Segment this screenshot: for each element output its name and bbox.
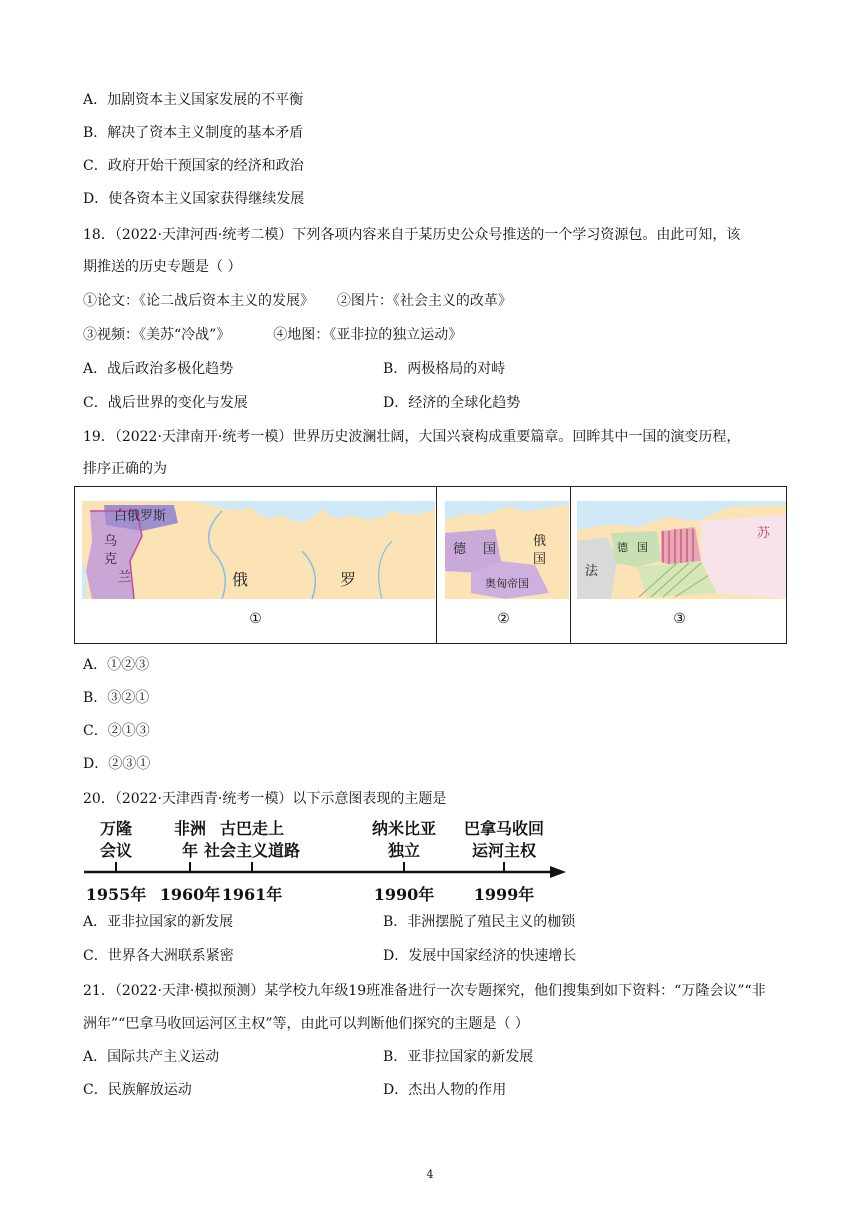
q19-map-cell-2	[437, 487, 571, 643]
timeline-year: 1960年	[159, 885, 221, 904]
q18-option-a: A．战后政治多极化趋势	[83, 361, 234, 377]
q18-options-row1	[83, 359, 506, 379]
q19-map-1-caption: ①	[249, 611, 262, 627]
q20-options-row2	[83, 946, 577, 966]
q19-option-c: C．②①③	[83, 723, 150, 739]
q20-option-b: B．非洲摆脱了殖民主义的枷锁	[383, 914, 576, 930]
timeline-event	[372, 819, 436, 904]
timeline-event-label-1: 巴拿马收回	[463, 819, 545, 838]
q19-map-2-label-4: 国	[483, 542, 497, 557]
q19-stem-line1: 19．（2022·天津南开·统考一模）世界历史波澜壮阔，大国兴衰构成重要篇章。回眸其中一国的演变历程，	[83, 429, 741, 445]
q19-map-3-label-4: 国	[637, 541, 648, 554]
q19-map-1-label-1: 白俄罗斯	[114, 509, 167, 524]
q19-map-2-label-1: 俄	[533, 534, 547, 549]
q18-items-row1	[83, 291, 512, 311]
timeline-year: 1999年	[473, 885, 535, 904]
q19-map-2-label-3: 德	[453, 542, 467, 557]
q21-option-a: A．国际共产主义运动	[83, 1049, 220, 1065]
q18-item-3: ③视频：《美苏“冷战”》	[83, 327, 231, 343]
q19-map-3-label-3: 德	[617, 541, 628, 554]
q18-option-d: D．经济的全球化趋势	[383, 395, 521, 411]
q19-map-2	[445, 501, 569, 599]
q18-option-c: C．战后世界的变化与发展	[83, 395, 248, 411]
q19-map-1-label-5: 俄	[232, 570, 249, 589]
q19-map-1-label-3: 克	[104, 552, 118, 567]
timeline-year: 1990年	[373, 885, 435, 904]
q18-item-4: ④地图：《亚非拉的独立运动》	[273, 327, 463, 343]
timeline-event	[86, 819, 147, 904]
q17-option-d: D．使各资本主义国家获得继续发展	[83, 191, 305, 207]
timeline-event-label-1: 非洲	[173, 819, 207, 838]
q19-map-2-label-5: 奥匈帝国	[485, 577, 529, 590]
q19-map-table	[74, 486, 787, 644]
q21-stem-line1: 21．（2022·天津·模拟预测）某学校九年级19班准备进行一次专题探究，他们搜集到如下资料：“万隆会议”“非	[83, 983, 766, 999]
timeline-event-label-2: 社会主义道路	[203, 841, 301, 860]
q18-stem-line1: 18．（2022·天津河西·统考二模）下列各项内容来自于某历史公众号推送的一个学习资源包。由此可知，该	[83, 227, 741, 243]
timeline-event-label-2: 运河主权	[471, 841, 537, 860]
q20-option-c: C．世界各大洲联系紧密	[83, 948, 234, 964]
q19-stem-line2: 排序正确的为	[83, 461, 167, 477]
timeline-event-label-1: 古巴走上	[219, 819, 285, 838]
q18-stem-line2: 期推送的历史专题是（ ）	[83, 259, 242, 275]
q19-map-cell-3	[571, 487, 788, 643]
q19-map-1-label-6: 罗	[340, 570, 357, 589]
q20-timeline	[80, 818, 570, 910]
q19-option-d: D．②③①	[83, 756, 151, 772]
q21-options-row1	[83, 1047, 534, 1067]
q18-item-1: ①论文：《论二战后资本主义的发展》	[83, 293, 314, 309]
timeline-year: 1955年	[85, 885, 147, 904]
q21-option-d: D．杰出人物的作用	[383, 1082, 507, 1098]
q18-items-row2	[83, 325, 462, 345]
q20-option-d: D．发展中国家经济的快速增长	[383, 948, 577, 964]
q21-stem-line2: 洲年”“巴拿马收回运河区主权”等，由此可以判断他们探究的主题是（ ）	[83, 1016, 529, 1032]
q19-map-1-label-2: 乌	[104, 534, 118, 549]
timeline-event	[160, 819, 221, 904]
q19-map-1-label-4: 兰	[118, 570, 132, 585]
q21-options-row2	[83, 1080, 507, 1100]
timeline-event-label-1: 纳米比亚	[371, 819, 437, 838]
page-number: 4	[426, 1168, 434, 1181]
q17-option-b: B．解决了资本主义制度的基本矛盾	[83, 125, 304, 141]
q19-map-2-label-2: 国	[533, 552, 547, 567]
q19-map-3-caption: ③	[673, 611, 686, 627]
q20-option-a: A．亚非拉国家的新发展	[83, 914, 234, 930]
q18-option-b: B．两极格局的对峙	[383, 361, 506, 377]
timeline-event-label-2: 独立	[387, 841, 421, 860]
timeline-event	[464, 819, 544, 904]
q19-map-1	[82, 501, 435, 599]
q20-stem: 20．（2022·天津西青·统考一模）以下示意图表现的主题是	[83, 791, 447, 807]
q17-option-c: C．政府开始干预国家的经济和政治	[83, 158, 304, 174]
timeline-event-label-2: 年	[181, 841, 199, 860]
q19-map-cell-1	[75, 487, 437, 643]
q19-option-a: A．①②③	[83, 657, 150, 673]
q19-option-b: B．③②①	[83, 690, 150, 706]
q18-options-row2	[83, 393, 521, 413]
q20-options-row1	[83, 912, 576, 932]
timeline-event-label-1: 万隆	[99, 819, 133, 838]
timeline-event-label-2: 会议	[99, 841, 133, 860]
q18-item-2: ②图片：《社会主义的改革》	[336, 293, 512, 309]
timeline-arrow-icon	[550, 866, 566, 878]
q17-option-a: A．加剧资本主义国家发展的不平衡	[83, 92, 304, 108]
q19-map-3	[577, 501, 786, 599]
q21-option-b: B．亚非拉国家的新发展	[383, 1049, 534, 1065]
q19-map-2-caption: ②	[497, 611, 510, 627]
timeline-year: 1961年	[221, 885, 283, 904]
q19-map-3-label-1: 苏	[757, 526, 771, 541]
q19-map-3-label-2: 法	[585, 564, 599, 579]
q21-option-c: C．民族解放运动	[83, 1082, 192, 1098]
